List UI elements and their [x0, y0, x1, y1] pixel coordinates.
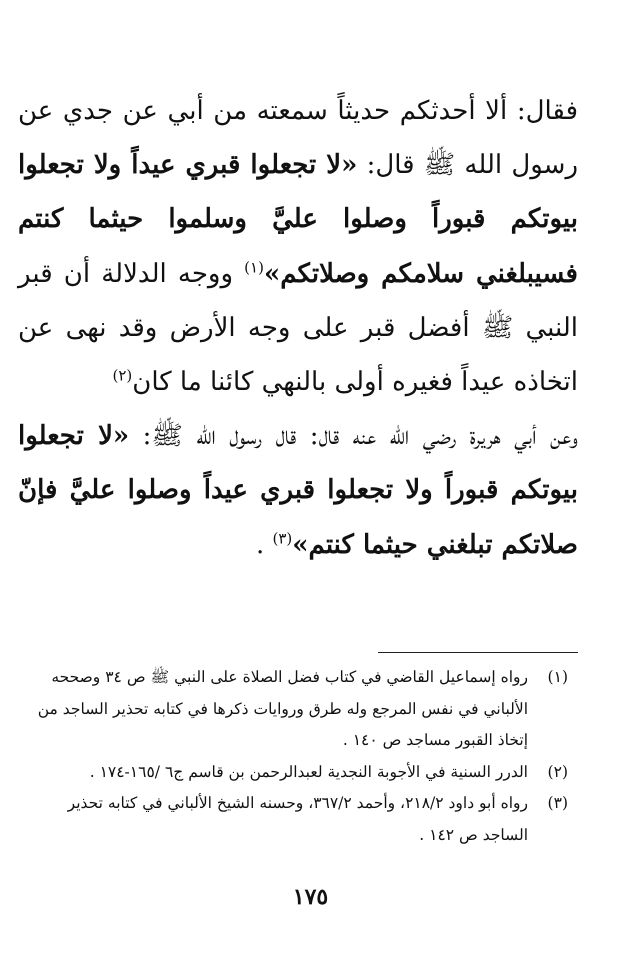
footnote-number: (٢): [547, 762, 568, 781]
hadith-quote-2: «لا تجعلوا بيوتكم قبوراً ولا تجعلوا قبري عيداً وصلوا عليَّ فإنّ صلاتكم تبلغني حيثما كنتم»: [18, 421, 578, 560]
footnote-divider: [378, 652, 578, 653]
main-text: [18, 84, 578, 572]
footnote-3: [20, 788, 568, 851]
footnote-ref-3: (٣): [272, 528, 293, 547]
paragraph-2-intro: وعن أبي هريرة رضي الله عنه قال: قال رسول الله ﷺ:: [129, 421, 578, 452]
paragraph-1-intro: فقال: ألا أحدثكم حديثاً سمعته من أبي عن جدي عن رسول الله ﷺ قال:: [18, 96, 579, 181]
footnote-text: الدرر السنية في الأجوبة النجدية لعبدالرحمن بن قاسم ج٦ /١٦٥-١٧٤ .: [89, 762, 528, 781]
page-number: ١٧٥: [292, 884, 329, 910]
footnote-2: [20, 757, 568, 789]
paragraph-2-end: .: [255, 529, 273, 560]
paragraph-1-commentary: ووجه الدلالة أن قبر النبي ﷺ أفضل قبر على وجه الأرض وقد نهى عن اتخاذه عيداً فغيره أولى بالنهي كائنا ما كان: [18, 258, 578, 398]
footnote-ref-2: (٢): [112, 366, 133, 385]
footnote-number: (١): [547, 668, 568, 686]
footnote-text: رواه أبو داود ٢١٨/٢، وأحمد ٣٦٧/٢، وحسنه الشيخ الألباني في كتابه تحذير الساجد ص ١٤٢ .: [67, 794, 528, 844]
footnote-text: رواه إسماعيل القاضي في كتاب فضل الصلاة على النبي ﷺ ص ٣٤ وصححه الألباني في نفس المرجع وله طرق وروايات ذكرها في كتابه تحذير الساجد من إتخاذ القبور مساجد ص ١٤٠ .: [37, 668, 528, 749]
footnote-ref-1: (١): [244, 257, 264, 276]
paragraph-1: [18, 84, 578, 409]
footnotes: [20, 662, 568, 851]
footnote-number: (٣): [547, 794, 568, 812]
footnote-1: [20, 662, 568, 757]
hadith-quote-1: «لا تجعلوا قبري عيداً ولا تجعلوا بيوتكم قبوراً وصلوا عليَّ وسلموا حيثما كنتم فسيبلغني سلامكم وصلاتكم»: [18, 150, 578, 289]
paragraph-2: [18, 409, 578, 572]
